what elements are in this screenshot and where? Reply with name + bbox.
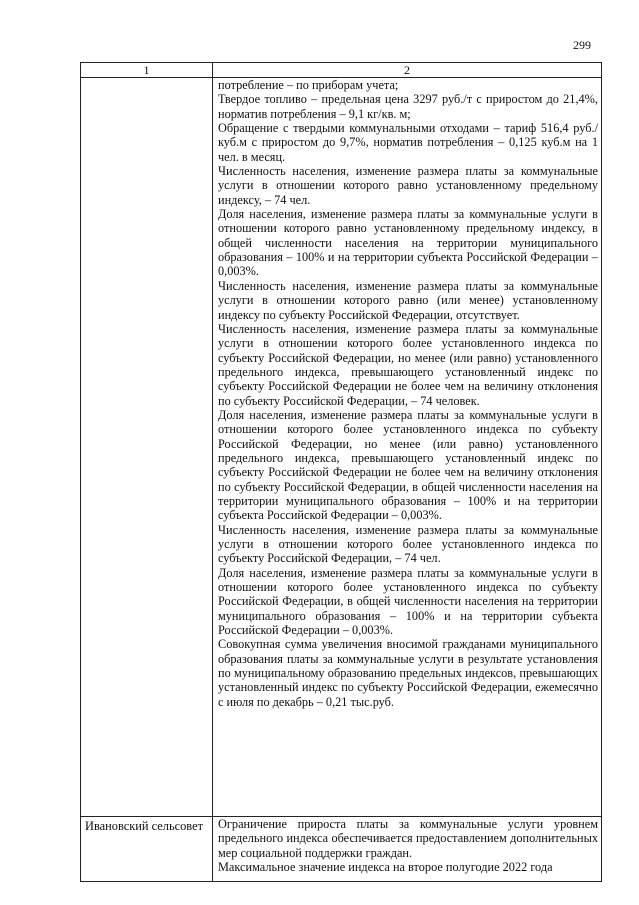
description-cell: [213, 817, 602, 882]
paragraph: Совокупная сумма увеличения вносимой гражданами муниципального образования платы за коммунальные услуги в результате установления по муниципальному образованию предельных индексов, превышающих установленный индекс по субъекту Российской Федерации, ежемесячно с июля по декабрь – 0,21 тыс.руб.: [218, 637, 598, 709]
paragraph: Доля населения, изменение размера платы за коммунальные услуги в отношении которого более установленного индекса по субъекту Российской Федерации, но менее (или равно) установленного предельного индекса, превышающего установленный индекс по субъекту Российской Федерации не более чем на величину отклонения по субъекту Российской Федерации, в общей численности населения на территории муниципального образования – 100% и на территории субъекта Российской Федерации – 0,003%.: [218, 407, 598, 523]
description-cell: [213, 78, 602, 817]
municipality-cell: [81, 78, 213, 817]
paragraph: Численность населения, изменение размера платы за коммунальные услуги в отношении которого равно установленному предельному индексу, – 74 чел.: [218, 164, 598, 207]
paragraph: Твердое топливо – предельная цена 3297 руб./т с приростом до 21,4%, норматив потребления – 9,1 кг/кв. м;: [218, 92, 598, 121]
paragraph: Численность населения, изменение размера платы за коммунальные услуги в отношении которого равно (или менее) установленному индексу по субъекту Российской Федерации, отсутствует.: [218, 278, 598, 322]
paragraph: Доля населения, изменение размера платы за коммунальные услуги в отношении которого равно установленному предельному индексу, в общей численности населения на территории муниципального образования – 100% и на территории субъекта Российской Федерации – 0,003%.: [218, 207, 598, 279]
table-row: [81, 817, 602, 882]
table-header-row: [81, 63, 602, 78]
document-table: [80, 62, 602, 882]
table-row: [81, 78, 602, 817]
column-header: 2: [213, 63, 602, 78]
paragraph: Максимальное значение индекса на второе полугодие 2022 года: [218, 860, 553, 875]
paragraph: потребление – по приборам учета;: [218, 78, 399, 92]
page-number: 299: [573, 38, 591, 52]
paragraph: Ограничение прироста платы за коммунальные услуги уровнем предельного индекса обеспечивается предоставлением дополнительных мер социальной поддержки граждан.: [218, 817, 598, 860]
column-header: 1: [81, 63, 213, 78]
municipality-cell: Ивановский сельсовет: [81, 817, 213, 882]
paragraph: Доля населения, изменение размера платы за коммунальные услуги в отношении которого более установленного индекса по субъекту Российской Федерации, в общей численности населения на территории муниципального образования – 100% и на территории субъекта Российской Федерации – 0,003%.: [218, 565, 598, 638]
paragraph: Численность населения, изменение размера платы за коммунальные услуги в отношении которого более установленного индекса по субъекту Российской Федерации, но менее (или равно) установленного предельного индекса, превышающего установленный индекс по субъекту Российской Федерации не более чем на величину отклонения по субъекту Российской Федерации, – 74 человек.: [218, 321, 598, 408]
paragraph: Численность населения, изменение размера платы за коммунальные услуги в отношении которого более установленного индекса по субъекту Российской Федерации, – 74 чел.: [218, 522, 598, 566]
paragraph: Обращение с твердыми коммунальными отходами – тариф 516,4 руб./куб.м с приростом до 9,7%, норматив потребления – 0,125 куб.м на 1 чел. в месяц.: [218, 121, 598, 164]
